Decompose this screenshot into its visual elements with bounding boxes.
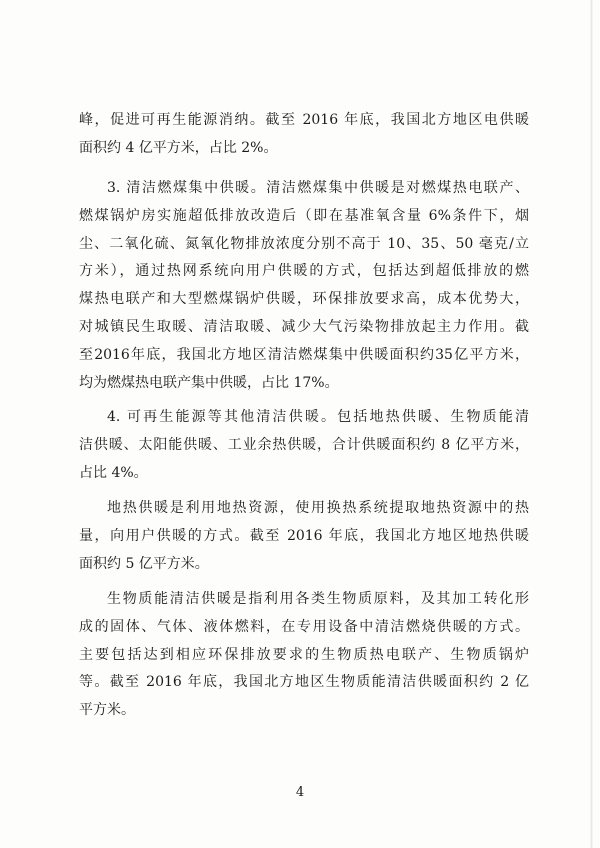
text-line: 方米），通过热网系统向用户供暖的方式，包括达到超低排放的燃 — [79, 263, 529, 280]
text-line: 洁供暖、太阳能供暖、工业余热供暖，合计供暖面积约 8 亿平方米， — [79, 436, 529, 453]
paragraph-biomass-heating — [79, 586, 529, 725]
text-line: 3. 清洁燃煤集中供暖。清洁燃煤集中供暖是对燃煤热电联产、 — [107, 180, 529, 196]
text-line: 燃煤锅炉房实施超低排放改造后（即在基准氧含量 6%条件下，烟 — [79, 207, 529, 224]
paragraph-renewable-heating — [79, 404, 529, 487]
text-line: 面积约 4 亿平方米，占比 2%。 — [79, 139, 278, 156]
text-line: 面积约 5 亿平方米。 — [79, 555, 209, 572]
text-line: 生物质能清洁供暖是指利用各类生物质原料，及其加工转化形 — [107, 591, 529, 607]
text-line: 量，向用户供暖的方式。截至 2016 年底，我国北方地区地热供暖 — [79, 527, 529, 544]
text-line: 成的固体、气体、液体燃料，在专用设备中清洁燃烧供暖的方式。 — [79, 618, 529, 635]
text-line: 对城镇民生取暖、清洁取暖、减少大气污染物排放起主力作用。截 — [79, 318, 529, 335]
text-line: 尘、二氧化硫、氮氧化物排放浓度分别不高于 10、35、50 毫克/立 — [79, 235, 529, 252]
page-number: 4 — [295, 785, 305, 800]
text-line: 均为燃煤热电联产集中供暖，占比 17%。 — [79, 374, 339, 391]
paragraph-clean-coal-heating — [79, 175, 529, 397]
text-line: 主要包括达到相应环保排放要求的生物质热电联产、生物质锅炉 — [79, 646, 529, 663]
text-line: 峰，促进可再生能源消纳。截至 2016 年底，我国北方地区电供暖 — [79, 112, 529, 128]
text-line: 4. 可再生能源等其他清洁供暖。包括地热供暖、生物质能清 — [107, 409, 529, 425]
paragraph-geothermal-heating — [79, 495, 529, 578]
text-line: 占比 4%。 — [79, 464, 148, 481]
paragraph-continuation — [79, 107, 529, 163]
text-line: 平方米。 — [79, 702, 135, 719]
text-line: 煤热电联产和大型燃煤锅炉供暖，环保排放要求高，成本优势大， — [79, 291, 529, 308]
text-line: 至2016年底，我国北方地区清洁燃煤集中供暖面积约35亿平方米， — [79, 346, 529, 363]
scan-edge-shadow — [590, 0, 593, 848]
text-line: 等。截至 2016 年底，我国北方地区生物质能清洁供暖面积约 2 亿 — [79, 674, 529, 691]
text-line: 地热供暖是利用地热资源，使用换热系统提取地热资源中的热 — [107, 500, 529, 516]
